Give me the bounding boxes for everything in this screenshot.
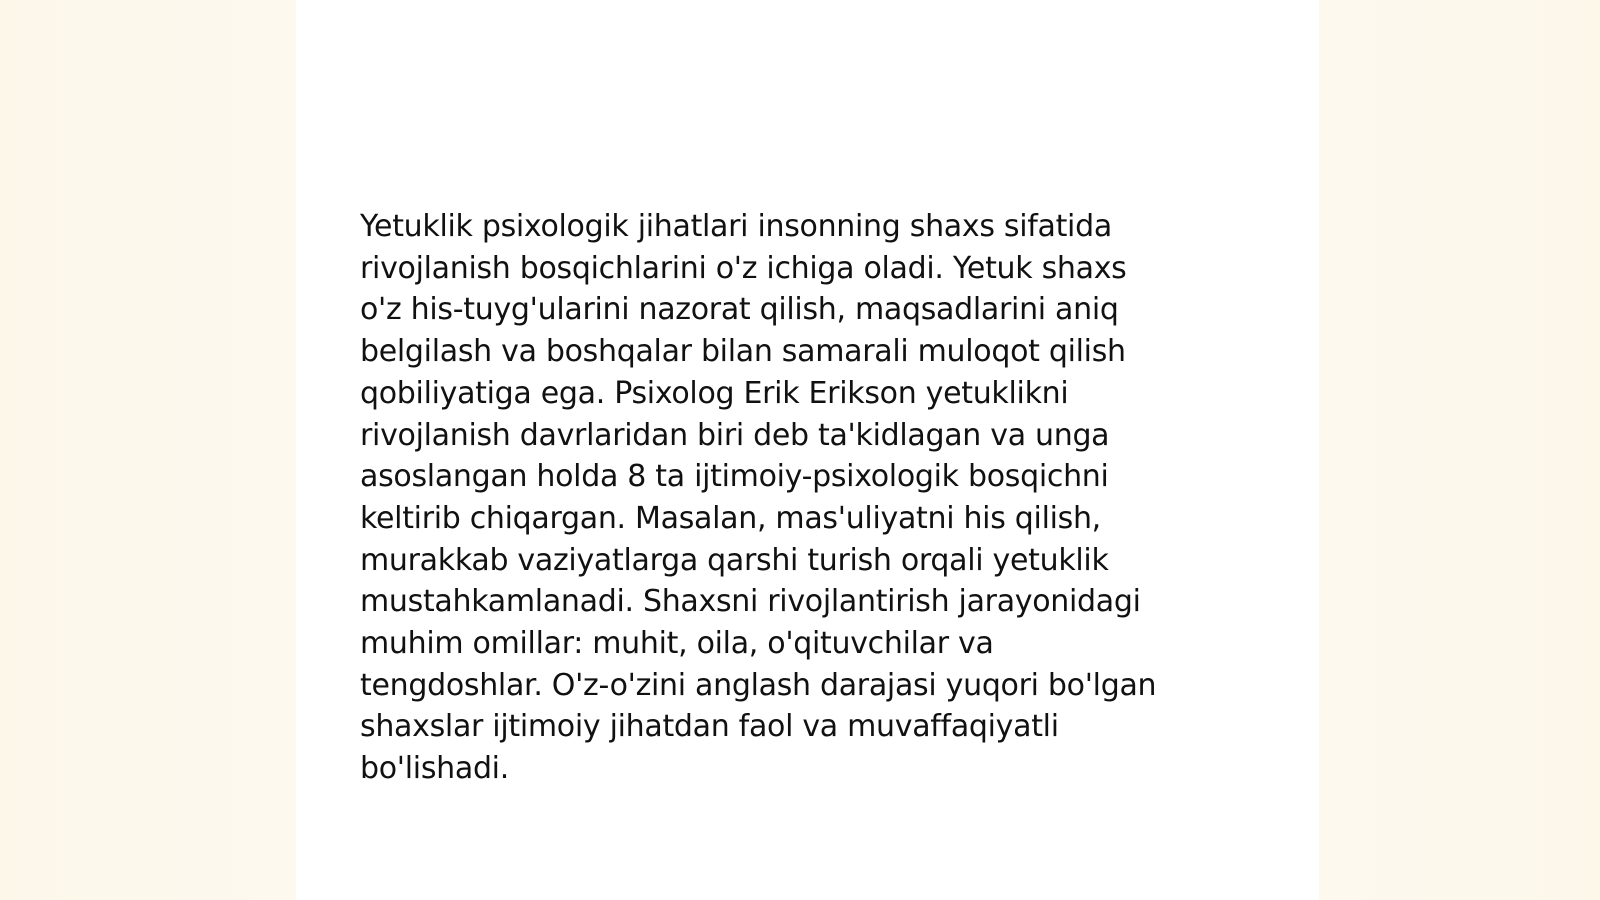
right-margin-background <box>1319 0 1600 900</box>
left-margin-background <box>0 0 296 900</box>
slide-page <box>296 0 1319 900</box>
slide-body-text: Yetuklik psixologik jihatlari insonning shaxs sifatida rivojlanish bosqichlarini o'z ichiga oladi. Yetuk shaxs o'z his-tuyg'ularini nazorat qilish, maqsadlarini aniq belgilash va boshqalar bilan samarali muloqot qilish qobiliyatiga ega. Psixolog Erik Erikson yetuklikni rivojlanish davrlaridan biri deb ta'kidlagan va unga asoslangan holda 8 ta ijtimoiy-psixologik bosqichni keltirib chiqargan. Masalan, mas'uliyatni his qilish, murakkab vaziyatlarga qarshi turish orqali yetuklik mustahkamlanadi. Shaxsni rivojlantirish jarayonidagi muhim omillar: muhit, oila, o'qituvchilar va tengdoshlar. O'z-o'zini anglash darajasi yuqori bo'lgan shaxslar ijtimoiy jihatdan faol va muvaffaqiyatli bo'lishadi. <box>360 209 1157 787</box>
